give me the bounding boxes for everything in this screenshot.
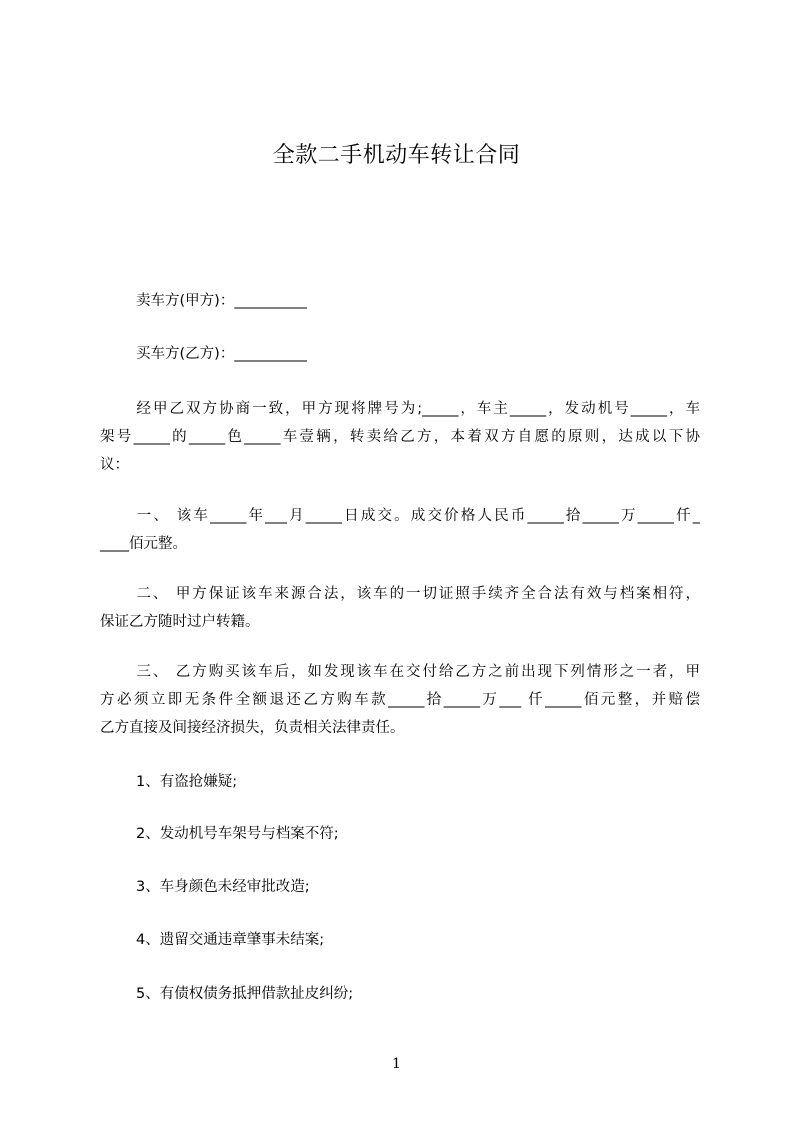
- intro-line-1: 经甲乙双方协商一致，甲方现将牌号为;_____，车主_____，发动机号_____，车: [120, 401, 700, 417]
- seller-label: 卖车方(甲方)：__________: [136, 293, 307, 309]
- list-item-2: 2、发动机号车架号与档案不符;: [136, 826, 339, 842]
- list-item-4: 4、遗留交通违章肇事未结案;: [136, 932, 325, 948]
- clause-1-line-2: ____佰元整。: [100, 536, 187, 552]
- list-item-5: 5、有债权债务抵押借款扯皮纠纷;: [136, 986, 354, 1002]
- list-item: [100, 980, 700, 1008]
- clause-1: [100, 502, 700, 558]
- page-number: 1: [392, 1056, 401, 1072]
- intro-line-2: 架号_____的_____色_____车壹辆，转卖给乙方，本着双方自愿的原则，达成以下协: [100, 429, 700, 445]
- clause-2: [100, 580, 700, 636]
- clause-1-line-1: 一、 该车_____年___月_____日成交。成交价格人民币_____拾_____万_____仟_: [120, 508, 700, 524]
- intro-paragraph: [100, 395, 700, 479]
- list-item: [100, 820, 700, 848]
- clause-3-line-2: 方必须立即无条件全额退还乙方购车款_____拾_____万___ 仟_____佰元整，并赔偿: [100, 692, 700, 708]
- clause-3-line-3: 乙方直接及间接经济损失，负责相关法律责任。: [100, 720, 405, 736]
- document-title: 全款二手机动车转让合同: [272, 143, 521, 168]
- list-item-3: 3、车身颜色未经审批改造;: [136, 879, 310, 895]
- list-item: [100, 873, 700, 901]
- intro-line-3: 议：: [100, 457, 129, 473]
- list-item: [100, 926, 700, 954]
- list-item-1: 1、有盗抢嫌疑;: [136, 774, 238, 790]
- buyer-label: 买车方(乙方)：__________: [136, 346, 307, 362]
- clause-2-line-2: 保证乙方随时过户转籍。: [100, 614, 260, 630]
- buyer-line: [100, 340, 700, 368]
- clause-2-line-1: 二、 甲方保证该车来源合法，该车的一切证照手续齐全合法有效与档案相符，: [120, 586, 700, 602]
- seller-line: [100, 287, 700, 315]
- clause-3-line-1: 三、 乙方购买该车后，如发现该车在交付给乙方之前出现下列情形之一者，甲: [120, 664, 700, 680]
- list-item: [100, 768, 700, 796]
- clause-3: [100, 658, 700, 742]
